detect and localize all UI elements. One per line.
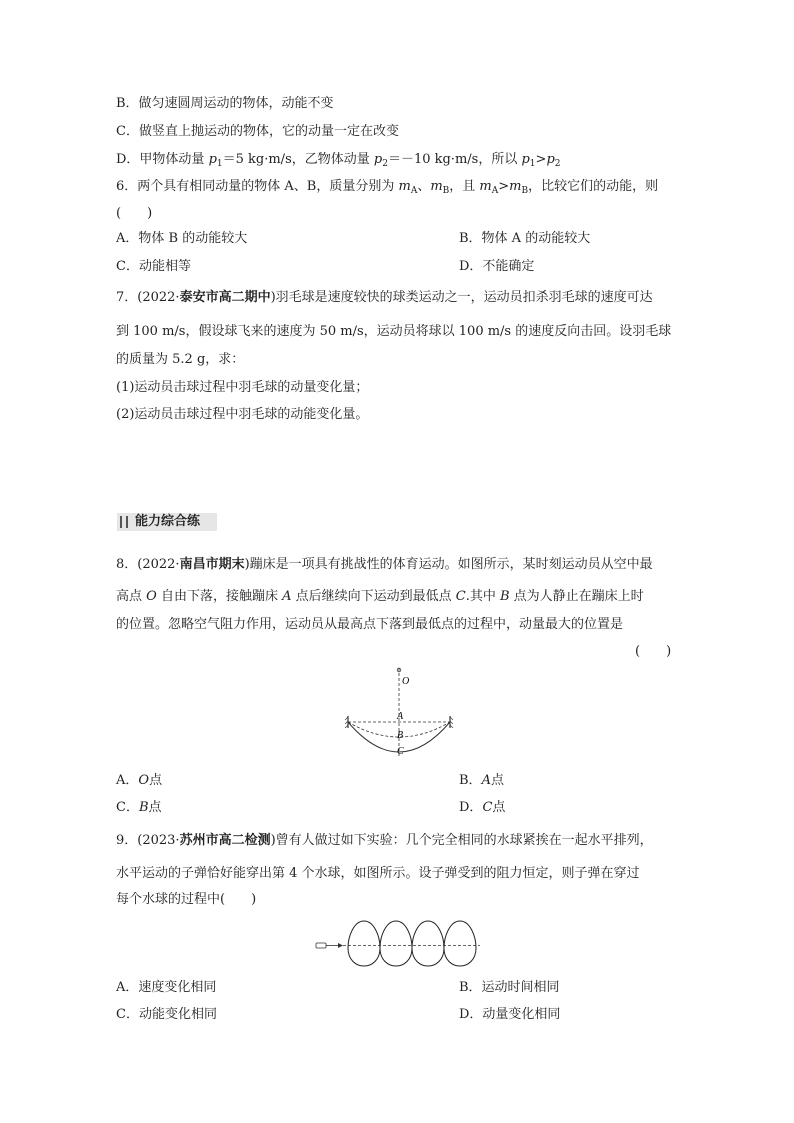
q8-source: 南昌市期末: [179, 557, 245, 572]
q6-stem: 6．两个具有相同动量的物体 A、B，质量分别为 $m_A$、$m_B$，且 $m_A>m_B$，比较它们的动能，则: [116, 179, 659, 196]
q5-option-d: D．甲物体动量 $p_1=5$ kg·m/s，乙物体动量 $p_2=-10$ kg·m/s，所以 $p_1>p_2$: [116, 152, 561, 169]
water-ball-2: [380, 921, 412, 966]
q7-stem-line-2: 到 100 m/s，假设球飞来的速度为 50 m/s，运动员将球以 100 m/s 的速度反向击回。设羽毛球: [116, 324, 672, 339]
section-header: [117, 513, 217, 531]
section-title: 能力综合练: [135, 514, 201, 529]
q9-option-a: A．速度变化相同: [116, 980, 217, 995]
q9-option-c: C．动能变化相同: [116, 1007, 217, 1022]
q6-option-d: D．不能确定: [459, 259, 535, 274]
arrow-icon: [338, 943, 343, 948]
water-balls-figure: [312, 918, 484, 970]
q9-options-row-1: [116, 979, 560, 997]
q6-option-c: C．动能相等: [116, 259, 191, 274]
section-bars-icon: [120, 516, 128, 528]
q8-option-d: D．C点: [459, 800, 506, 815]
q9-stem-line-1: 9．(2023·苏州市高二检测)曾有人做过如下实验：几个完全相同的水球紧挨在一起水平排列，: [116, 833, 653, 848]
q8-options-row-1: [116, 772, 504, 790]
q8-stem-line-3: 的位置。忽略空气阻力作用，运动员从最高点下落到最低点的过程中，动量最大的位置是: [116, 617, 624, 632]
q9-stem-line-2: 水平运动的子弹恰好能穿出第 4 个水球，如图所示。设子弹受到的阻力恒定，则子弹在穿过: [116, 866, 640, 881]
q6-options-row-2: [116, 258, 535, 276]
q8-options-row-2: [116, 799, 506, 817]
q8-answer-paren: ( ): [635, 644, 672, 659]
trampoline-figure: [340, 662, 460, 762]
q8-stem-line-2: 高点 O 自由下落，接触蹦床 A 点后继续向下运动到最低点 C.其中 B 点为人静止在蹦床上时: [116, 589, 644, 604]
q7-stem-line-3: 的质量为 5.2 g，求：: [116, 352, 245, 367]
q8-option-a: A．O点: [116, 773, 163, 788]
label-c: C: [397, 746, 404, 757]
q5-option-c: C．做竖直上抛运动的物体，它的动量一定在改变: [116, 124, 399, 139]
q8-option-c: C．B点: [116, 800, 162, 815]
q9-stem-line-3: 每个水球的过程中( ): [116, 892, 257, 907]
label-o: O: [402, 676, 410, 687]
label-a: A: [397, 711, 404, 722]
bullet: [316, 943, 326, 948]
q7-sub-question-1: (1)运动员击球过程中羽毛球的动量变化量；: [116, 380, 369, 395]
q9-option-b: B．运动时间相同: [459, 980, 560, 995]
q6-option-b: B．物体 A 的动能较大: [459, 231, 591, 246]
q7-source: 泰安市高二期中: [179, 290, 271, 305]
q7-stem-line-1: 7．(2022·泰安市高二期中)羽毛球是速度较快的球类运动之一，运动员扣杀羽毛球的速度可达: [116, 290, 653, 305]
q7-sub-question-2: (2)运动员击球过程中羽毛球的动能变化量。: [116, 407, 369, 422]
q8-stem-line-1: 8．(2022·南昌市期末)蹦床是一项具有挑战性的体育运动。如图所示，某时刻运动员从空中最: [116, 557, 653, 572]
q6-options-row-1: [116, 230, 591, 248]
water-ball-3: [412, 921, 444, 966]
q5-option-b: B．做匀速圆周运动的物体，动能不变: [116, 96, 334, 111]
water-ball-1: [348, 921, 380, 966]
q8-option-b: B．A点: [459, 773, 504, 788]
label-b: B: [397, 730, 404, 741]
q6-option-a: A．物体 B 的动能较大: [116, 231, 248, 246]
water-ball-4: [444, 921, 476, 966]
q6-answer-paren: ( ): [116, 206, 153, 221]
q9-option-d: D．动量变化相同: [459, 1007, 561, 1022]
q9-source: 苏州市高二检测: [179, 833, 271, 848]
q9-options-row-2: [116, 1006, 561, 1024]
